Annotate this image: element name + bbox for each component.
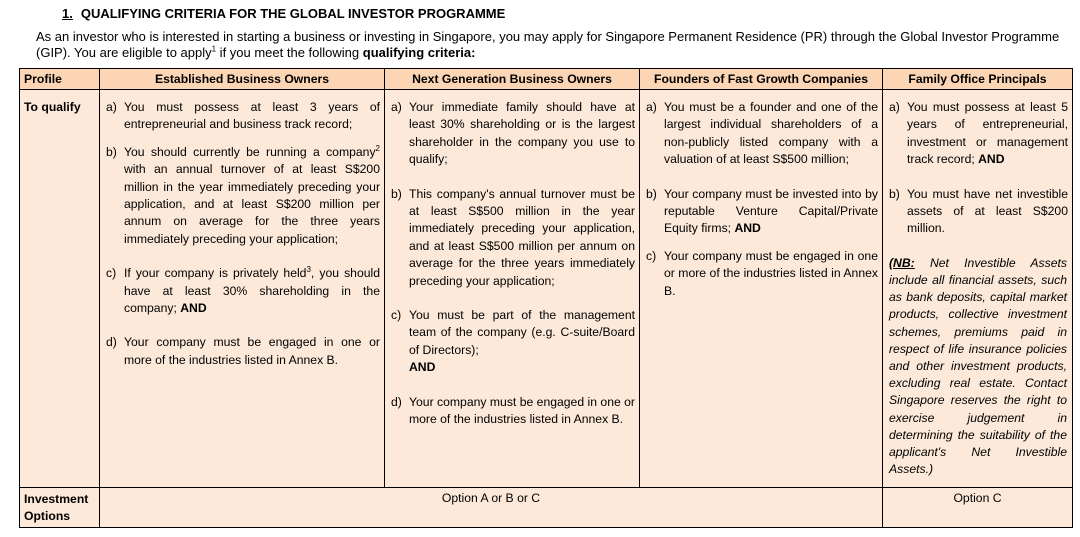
criterion-ebo-d: d) Your company must be engaged in one or more of the industries listed in Annex B. [106, 335, 380, 367]
header-founders: Founders of Fast Growth Companies [640, 69, 883, 90]
criteria-table [19, 68, 1073, 528]
header-established: Established Business Owners [100, 69, 385, 90]
cell-family-office-criteria [883, 97, 1073, 488]
header-next-gen: Next Generation Business Owners [385, 69, 640, 90]
investment-options-row [20, 488, 1073, 528]
section-title: QUALIFYING CRITERIA FOR THE GLOBAL INVESTOR PROGRAMME [80, 6, 506, 21]
cell-established-criteria [100, 97, 385, 488]
net-investible-assets-note: (NB: Net Investible Assets include all financial assets, such as bank deposits, capital market products, collective investment schemes, premiums paid in respect of life insurance policies and other investment products, excluding real estate. Contact Singapore reserves the right to exercise judgement in determining the suitability of the applicant's Net Investible Assets.) [889, 255, 1067, 477]
intro-paragraph [36, 29, 1066, 61]
header-family-office: Family Office Principals [883, 69, 1073, 90]
criterion-ngbo-a: a) Your immediate family should have at least 30% shareholding or is the largest shareholder in the company you use to qualify; [391, 100, 635, 167]
options-a-b-c: Option A or B or C [100, 488, 883, 528]
intro-text-2: if you meet the following [216, 45, 363, 60]
criterion-ngbo-c: c) You must be part of the management team of the company (e.g. C-suite/Board of Directors); AND [391, 308, 635, 375]
section-number: 1. [62, 6, 73, 21]
criterion-ffgc-a: a) You must be a founder and one of the largest individual shareholders of a non-publicly listed company with a valuation of at least S$500 million; [646, 100, 878, 167]
footnote-ref: 1 [211, 44, 217, 54]
row-label-to-qualify: To qualify [20, 97, 100, 488]
criterion-ffgc-c: c) Your company must be engaged in one or more of the industries listed in Annex B. [646, 248, 878, 298]
criterion-ebo-b: b) You should currently be running a company$^2$ with an annual turnover of at least S$200 million in the year immediately preceding your application, and at least S$200 million per annum on average for the three years immediately preceding your application; [106, 143, 380, 246]
footnote-ref: 3 [306, 265, 311, 275]
criterion-ngbo-d: d) Your company must be engaged in one or more of the industries listed in Annex B. [391, 394, 635, 427]
qualify-row [20, 97, 1073, 488]
criterion-ffgc-b: b) Your company must be invested into by reputable Venture Capital/Private Equity firms; AND [646, 186, 878, 236]
cell-founders-criteria [640, 97, 883, 488]
criterion-fop-a: a) You must possess at least 5 years of entrepreneurial, investment or management track record; AND [889, 100, 1068, 167]
section-heading [62, 6, 505, 21]
criterion-ebo-a: a) You must possess at least 3 years of entrepreneurial and business track record; [106, 100, 380, 132]
intro-bold: qualifying criteria: [362, 45, 476, 60]
header-row [20, 69, 1073, 90]
criterion-fop-b: b) You must have net investible assets of at least S$200 million. [889, 186, 1068, 236]
row-label-investment-options: Investment Options [20, 488, 100, 528]
cell-next-gen-criteria [385, 97, 640, 488]
intro-text: As an investor who is interested in starting a business or investing in Singapore, you may apply for Singapore Permanent Residence (PR) through the Global Investor Programme (GIP). You are eligible to apply [36, 29, 1060, 60]
header-profile: Profile [20, 69, 100, 90]
spacer-row [20, 90, 1073, 98]
options-c: Option C [883, 488, 1073, 528]
criterion-ebo-c: c) If your company is privately held$^3$, you should have at least 30% shareholding in the company; AND [106, 265, 380, 316]
footnote-ref: 2 [375, 143, 380, 153]
criterion-ngbo-b: b) This company's annual turnover must be at least S$500 million in the year immediately preceding your application, and at least S$500 million per annum on average for the three years immediately preceding your application; [391, 186, 635, 288]
